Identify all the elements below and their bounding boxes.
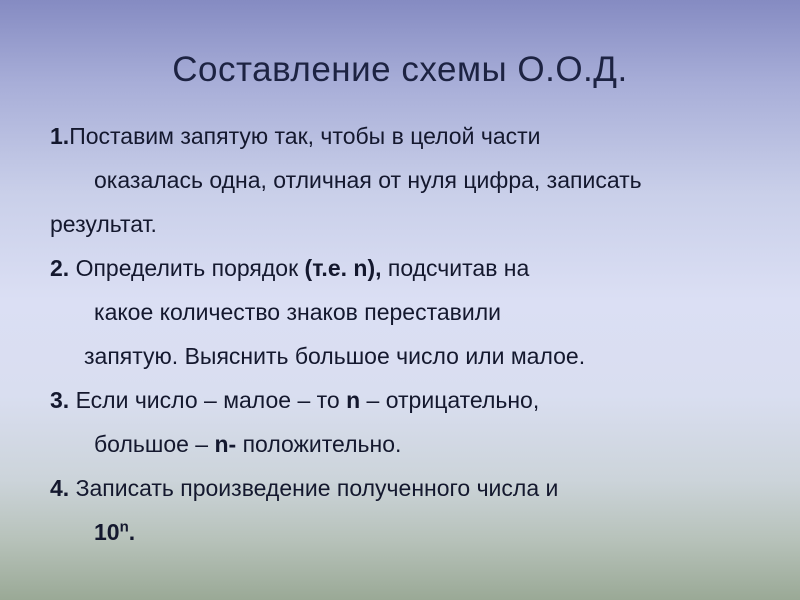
text-run: . xyxy=(128,519,136,545)
text-run: 1. xyxy=(50,123,70,149)
text-run: Определить порядок xyxy=(69,255,305,281)
text-line xyxy=(50,466,760,510)
text-run: 4. xyxy=(50,475,70,501)
text-line xyxy=(50,290,760,334)
text-run: положительно. xyxy=(236,431,402,457)
slide-body xyxy=(50,114,760,554)
text-run: n xyxy=(346,387,361,413)
text-run: 3. xyxy=(50,387,70,413)
text-run: запятую. Выяснить большое число или малое. xyxy=(84,343,586,369)
text-line xyxy=(50,246,760,290)
text-run: 2. xyxy=(50,255,70,281)
text-run: Записать произведение полученного числа и xyxy=(69,475,559,501)
text-run: (т.е. n), xyxy=(304,255,382,281)
text-run: Если число – малое – то xyxy=(69,387,347,413)
text-line xyxy=(50,334,760,378)
text-run: результат. xyxy=(50,211,157,237)
text-run: оказалась одна, отличная от нуля цифра, записать xyxy=(94,167,642,193)
text-run: n- xyxy=(214,431,237,457)
text-line xyxy=(50,202,760,246)
text-run: – отрицательно, xyxy=(360,387,540,413)
slide-title: Составление схемы О.О.Д. xyxy=(172,50,628,89)
text-run: Поставим запятую так, чтобы в целой части xyxy=(69,123,541,149)
text-line xyxy=(50,158,760,202)
text-run: какое количество знаков переставили xyxy=(94,299,501,325)
text-run: 10 xyxy=(94,519,120,545)
text-line xyxy=(50,510,760,554)
text-line xyxy=(50,378,760,422)
text-run: большое – xyxy=(94,431,215,457)
superscript-run: n xyxy=(119,518,129,536)
text-line xyxy=(50,422,760,466)
text-line xyxy=(50,114,760,158)
text-run: подсчитав на xyxy=(381,255,530,281)
